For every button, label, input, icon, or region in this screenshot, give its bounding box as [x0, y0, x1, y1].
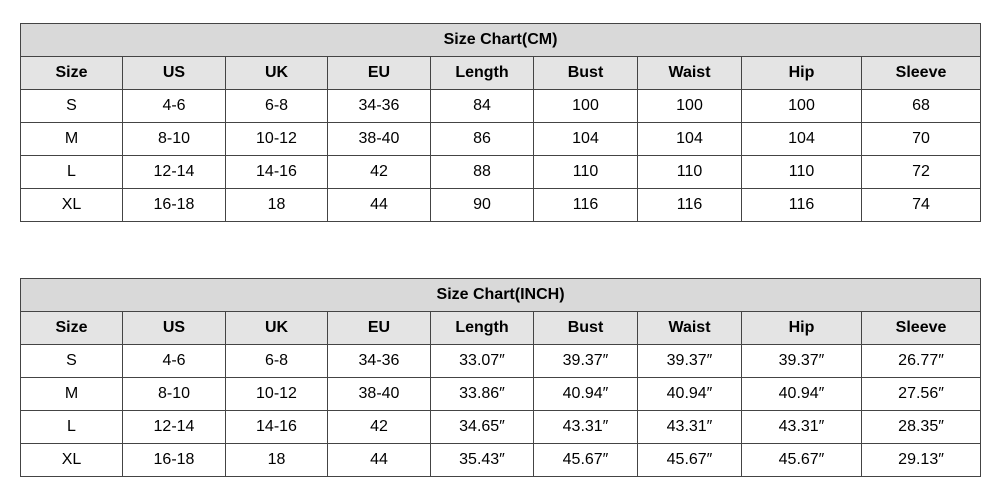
table-cell: 43.31″ [534, 411, 638, 444]
size-label-cell: S [21, 345, 123, 378]
table-cell: 45.67″ [534, 444, 638, 477]
table-cell: 40.94″ [534, 378, 638, 411]
table-cell: 100 [638, 90, 742, 123]
column-header: EU [328, 312, 431, 345]
table-cell: 38-40 [328, 378, 431, 411]
column-header: Sleeve [862, 57, 981, 90]
column-header: Length [431, 312, 534, 345]
table-cell: 33.07″ [431, 345, 534, 378]
table-cell: 86 [431, 123, 534, 156]
table-cell: 18 [226, 189, 328, 222]
table-cell: 90 [431, 189, 534, 222]
table-cell: 104 [534, 123, 638, 156]
table-cell: 28.35″ [862, 411, 981, 444]
table-cell: 40.94″ [742, 378, 862, 411]
column-header: Sleeve [862, 312, 981, 345]
table-cell: 34-36 [328, 90, 431, 123]
table-cell: 34.65″ [431, 411, 534, 444]
table-title-row [21, 279, 981, 312]
table-cell: 4-6 [123, 90, 226, 123]
size-label-cell: S [21, 90, 123, 123]
column-header: US [123, 57, 226, 90]
table-cell: 110 [638, 156, 742, 189]
table-cell: 42 [328, 411, 431, 444]
table-cell: 26.77″ [862, 345, 981, 378]
table-cell: 39.37″ [534, 345, 638, 378]
table-header-row [21, 312, 981, 345]
table-cell: 70 [862, 123, 981, 156]
table-row [21, 345, 981, 378]
column-header: Size [21, 312, 123, 345]
table-cell: 39.37″ [638, 345, 742, 378]
column-header: Size [21, 57, 123, 90]
table-cell: 29.13″ [862, 444, 981, 477]
column-header: UK [226, 312, 328, 345]
column-header: Waist [638, 57, 742, 90]
table-title-row [21, 24, 981, 57]
table-cell: 39.37″ [742, 345, 862, 378]
table-cell: 27.56″ [862, 378, 981, 411]
table-header-row [21, 57, 981, 90]
table-cell: 6-8 [226, 345, 328, 378]
column-header: Hip [742, 57, 862, 90]
table-cell: 42 [328, 156, 431, 189]
table-cell: 35.43″ [431, 444, 534, 477]
column-header: US [123, 312, 226, 345]
table-cell: 116 [534, 189, 638, 222]
table-row [21, 378, 981, 411]
column-header: EU [328, 57, 431, 90]
table-cell: 40.94″ [638, 378, 742, 411]
table-cell: 110 [534, 156, 638, 189]
column-header: Length [431, 57, 534, 90]
table-row [21, 444, 981, 477]
column-header: UK [226, 57, 328, 90]
table-cell: 100 [742, 90, 862, 123]
table-cell: 104 [638, 123, 742, 156]
size-label-cell: L [21, 156, 123, 189]
table-title: Size Chart(INCH) [21, 279, 981, 312]
table-cell: 45.67″ [638, 444, 742, 477]
column-header: Bust [534, 312, 638, 345]
size-chart-cm-table [20, 23, 981, 222]
table-cell: 18 [226, 444, 328, 477]
table-cell: 8-10 [123, 123, 226, 156]
size-label-cell: M [21, 378, 123, 411]
table-cell: 12-14 [123, 156, 226, 189]
table-cell: 116 [742, 189, 862, 222]
size-label-cell: M [21, 123, 123, 156]
table-cell: 14-16 [226, 411, 328, 444]
table-cell: 68 [862, 90, 981, 123]
table-cell: 4-6 [123, 345, 226, 378]
table-title: Size Chart(CM) [21, 24, 981, 57]
table-cell: 10-12 [226, 123, 328, 156]
table-cell: 34-36 [328, 345, 431, 378]
size-label-cell: XL [21, 444, 123, 477]
table-cell: 38-40 [328, 123, 431, 156]
table-cell: 14-16 [226, 156, 328, 189]
table-cell: 43.31″ [638, 411, 742, 444]
table-cell: 45.67″ [742, 444, 862, 477]
table-row [21, 156, 981, 189]
table-cell: 84 [431, 90, 534, 123]
table-row [21, 90, 981, 123]
table-row [21, 411, 981, 444]
size-label-cell: L [21, 411, 123, 444]
table-cell: 43.31″ [742, 411, 862, 444]
table-cell: 104 [742, 123, 862, 156]
table-cell: 10-12 [226, 378, 328, 411]
table-cell: 74 [862, 189, 981, 222]
table-cell: 110 [742, 156, 862, 189]
table-cell: 33.86″ [431, 378, 534, 411]
table-cell: 44 [328, 444, 431, 477]
size-chart-inch-table [20, 278, 981, 477]
table-body [21, 345, 981, 477]
table-cell: 100 [534, 90, 638, 123]
table-cell: 88 [431, 156, 534, 189]
table-body [21, 90, 981, 222]
column-header: Waist [638, 312, 742, 345]
table-cell: 6-8 [226, 90, 328, 123]
table-cell: 72 [862, 156, 981, 189]
size-label-cell: XL [21, 189, 123, 222]
table-cell: 16-18 [123, 444, 226, 477]
table-row [21, 189, 981, 222]
table-cell: 8-10 [123, 378, 226, 411]
column-header: Hip [742, 312, 862, 345]
table-cell: 116 [638, 189, 742, 222]
table-cell: 16-18 [123, 189, 226, 222]
table-cell: 12-14 [123, 411, 226, 444]
column-header: Bust [534, 57, 638, 90]
table-row [21, 123, 981, 156]
table-cell: 44 [328, 189, 431, 222]
